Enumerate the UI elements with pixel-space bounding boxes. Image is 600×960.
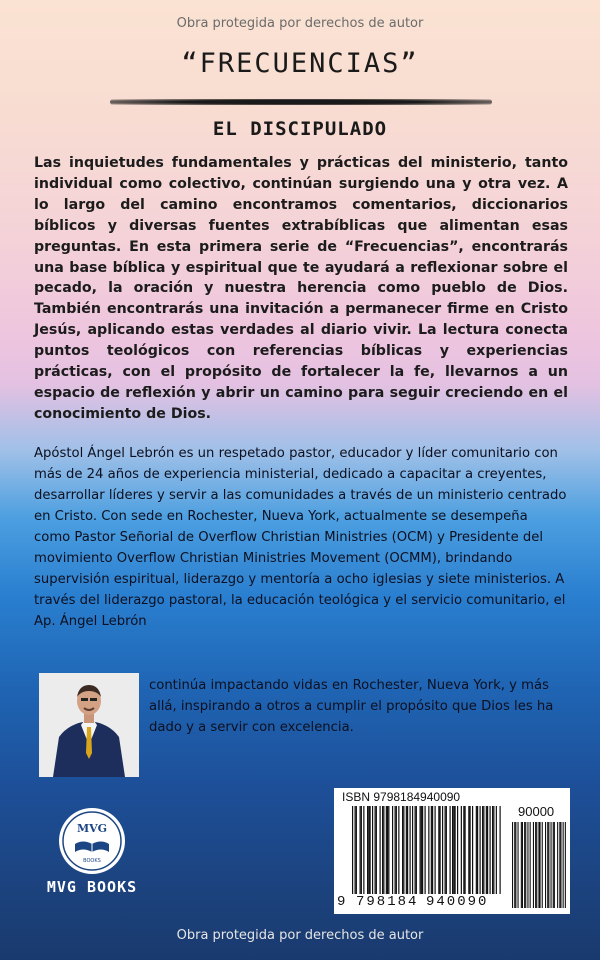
addon-bar <box>524 822 525 908</box>
barcode-bar <box>406 806 407 894</box>
barcode-bar <box>370 806 371 894</box>
barcode-bar <box>455 806 456 894</box>
barcode-bar <box>472 806 473 894</box>
addon-bar <box>514 822 515 908</box>
barcode-bar <box>368 806 369 894</box>
title-divider <box>110 99 492 105</box>
barcode-bar <box>477 806 478 894</box>
barcode-bar <box>440 806 441 894</box>
book-description: Las inquietudes fundamentales y prácticas del ministerio, tanto individual como colectivo, continúan surgiendo una y otra vez. A lo largo del camino encontramos comentarios, diccionarios bíblicos y diversas fuentes extrabíblicas que alimentan esas preguntas. En esta primera serie de “Frecuencias”, encontrarás una base bíblica y espiritual que te ayudará a reflexionar sobre el pecado, la oración y nuestra herencia como pueblo de Dios. También encontrarás una invitación a permanecer firme en Cristo Jesús, aplicando estas verdades al diario vivir. La lectura conecta puntos teológicos con referencias bíblicas y experiencias prácticas, con el propósito de fortalecer la fe, llevarnos a un espacio de reflexión y abrir un camino para seguir creciendo en el conocimiento de Dios. <box>34 155 568 422</box>
addon-bar <box>554 822 555 908</box>
barcode-bar <box>421 806 422 894</box>
publisher-logo <box>57 806 127 876</box>
barcode-bar <box>415 806 416 894</box>
addon-bar <box>540 822 541 908</box>
barcode-bar <box>470 806 471 894</box>
book-subtitle: EL DISCIPULADO <box>212 118 388 140</box>
barcode-bar <box>416 806 417 894</box>
barcode-bar <box>483 806 484 894</box>
barcode-bar <box>446 806 447 894</box>
barcode-bar <box>380 806 381 894</box>
barcode-bar <box>361 806 362 894</box>
addon-bar <box>538 822 539 908</box>
barcode-bar <box>482 806 483 894</box>
barcode-bar <box>453 806 454 894</box>
barcode-bar <box>382 806 383 894</box>
addon-bar <box>547 822 548 908</box>
barcode-bar <box>450 806 451 894</box>
isbn-barcode <box>334 788 570 914</box>
addon-bar <box>535 822 536 908</box>
barcode-bar <box>452 806 453 894</box>
barcode-bar <box>445 806 446 894</box>
barcode-bar <box>375 806 376 894</box>
addon-bar <box>521 822 522 908</box>
addon-bar <box>530 822 531 908</box>
logo-small-text: BOOKS <box>83 858 101 864</box>
barcode-bar <box>468 806 469 894</box>
addon-bar <box>542 822 543 908</box>
barcode-bar <box>395 806 396 894</box>
barcode-digits-left: 798184 <box>356 894 419 910</box>
barcode-bar <box>457 806 458 894</box>
barcode-bar <box>493 806 494 894</box>
barcode-bar <box>463 806 464 894</box>
barcode-bar <box>438 806 439 894</box>
barcode-bar <box>435 806 436 894</box>
logo-text: MVG <box>76 822 108 835</box>
addon-bar <box>557 822 558 908</box>
barcode-bar <box>352 806 353 894</box>
publisher-name: MVG BOOKS <box>46 878 138 896</box>
barcode-bar <box>386 806 387 894</box>
barcode-bar <box>432 806 433 894</box>
barcode-bar <box>480 806 481 894</box>
addon-bar <box>565 822 566 908</box>
barcode-bar <box>422 806 423 894</box>
barcode-bar <box>486 806 487 894</box>
addon-bar <box>545 822 546 908</box>
barcode-bar <box>465 806 466 894</box>
barcode-bar <box>387 806 388 894</box>
barcode-bar <box>490 806 491 894</box>
barcode-bar <box>376 806 377 894</box>
addon-bar <box>518 822 519 908</box>
barcode-bar <box>356 806 357 894</box>
barcode-bar <box>412 806 413 894</box>
barcode-bar <box>431 806 432 894</box>
barcode-bar <box>398 806 399 894</box>
author-photo <box>39 673 139 777</box>
copyright-watermark-top: Obra protegida por derechos de autor <box>176 16 424 31</box>
barcode-bar <box>425 806 426 894</box>
copyright-watermark-bottom: Obra protegida por derechos de autor <box>176 928 424 943</box>
addon-bar <box>515 822 516 908</box>
addon-bar <box>522 822 523 908</box>
barcode-bar <box>428 806 429 894</box>
barcode-bar <box>388 806 389 894</box>
addon-bar <box>525 822 526 908</box>
barcode-bar <box>372 806 373 894</box>
barcode-bar <box>410 806 411 894</box>
barcode-bar <box>496 806 497 894</box>
addon-bar <box>560 822 561 908</box>
price-addon: 90000 <box>518 804 555 819</box>
barcode-bar <box>403 806 404 894</box>
barcode-bar <box>500 806 501 894</box>
barcode-bar <box>383 806 384 894</box>
barcode-bar <box>487 806 488 894</box>
barcode-bar <box>492 806 493 894</box>
addon-bar <box>563 822 564 908</box>
addon-bar <box>551 822 552 908</box>
barcode-bar <box>367 806 368 894</box>
book-title: “FRECUENCIAS” <box>181 48 419 79</box>
addon-bar <box>512 822 513 908</box>
addon-bar <box>559 822 560 908</box>
addon-bar <box>533 822 534 908</box>
barcode-bar <box>420 806 421 894</box>
addon-bar <box>553 822 554 908</box>
barcode-bar <box>360 806 361 894</box>
barcode-bar <box>476 806 477 894</box>
barcode-bar <box>363 806 364 894</box>
barcode-bar <box>407 806 408 894</box>
author-bio: Apóstol Ángel Lebrón es un respetado pastor, educador y líder comunitario con más de 24 años de experiencia ministerial, dedicado a capacitar a creyentes, desarrollar líderes y servir a las comunidades a través de un ministerio centrado en Cristo. Con sede en Rochester, Nueva York, actualmente se desempeña como Pastor Señorial de Overflow Christian Ministries (OCM) y Presidente del movimiento Overflow Christian Ministries Movement (OCMM), brindando supervisión espiritual, liderazgo y mentoría a ocho iglesias y siete ministerios. A través del liderazgo pastoral, la educación teológica y el servicio comunitario, el Ap. Ángel Lebrón <box>34 446 567 629</box>
addon-bar <box>536 822 537 908</box>
barcode-bar <box>442 806 443 894</box>
isbn-label: ISBN 9798184940090 <box>342 790 461 804</box>
barcode-bar <box>392 806 393 894</box>
addon-bar <box>548 822 549 908</box>
barcode-bar <box>396 806 397 894</box>
barcode-bar <box>461 806 462 894</box>
barcode-bar <box>355 806 356 894</box>
barcode-bar <box>402 806 403 894</box>
author-bio-continued: continúa impactando vidas en Rochester, Nueva York, y más allá, inspirando a otros a cumplir el propósito que Dios les ha dado y a servir con excelencia. <box>149 678 554 735</box>
addon-bar <box>527 822 528 908</box>
barcode-lead-digit: 9 <box>337 894 346 910</box>
barcode-digits-right: 940090 <box>426 894 489 910</box>
